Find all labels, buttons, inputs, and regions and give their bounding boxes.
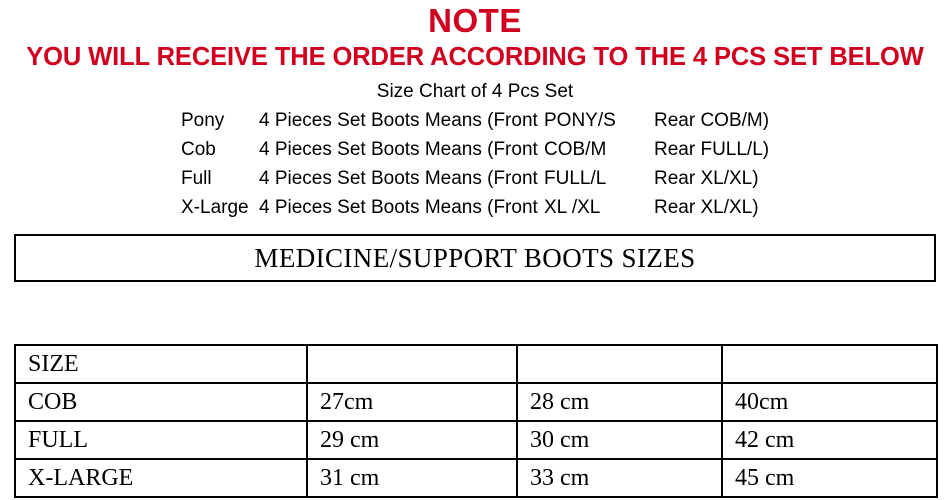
table-cell: 45 cm <box>722 459 937 497</box>
set-definition-list <box>155 106 795 222</box>
set-size-label: Full <box>181 168 212 189</box>
set-description: 4 Pieces Set Boots Means (Front <box>259 110 538 131</box>
set-front-size: FULL/L <box>544 168 607 189</box>
sizes-table <box>14 344 938 498</box>
set-size-label: X-Large <box>181 197 249 218</box>
set-rear-size: Rear FULL/L) <box>654 139 770 160</box>
set-description: 4 Pieces Set Boots Means (Front <box>259 168 538 189</box>
table-row <box>15 345 937 383</box>
table-row <box>15 383 937 421</box>
set-description: 4 Pieces Set Boots Means (Front <box>259 197 538 218</box>
list-item <box>181 135 795 164</box>
table-cell: 29 cm <box>307 421 517 459</box>
set-size-label: Pony <box>181 110 225 131</box>
list-item <box>181 106 795 135</box>
size-chart-document <box>0 2 950 500</box>
table-row <box>15 459 937 497</box>
set-rear-size: Rear XL/XL) <box>654 197 759 218</box>
section-banner-text: MEDICINE/SUPPORT BOOTS SIZES <box>254 242 696 273</box>
table-cell: 27cm <box>307 383 517 421</box>
set-front-size: PONY/S <box>544 110 616 131</box>
table-header-cell <box>722 345 937 383</box>
table-cell: 33 cm <box>517 459 722 497</box>
set-rear-size: Rear XL/XL) <box>654 168 759 189</box>
table-cell: 30 cm <box>517 421 722 459</box>
spacer <box>0 282 950 344</box>
table-cell: 42 cm <box>722 421 937 459</box>
set-size-label: Cob <box>181 139 216 160</box>
section-banner <box>14 234 936 282</box>
table-header-cell <box>307 345 517 383</box>
table-header-cell: SIZE <box>15 345 307 383</box>
set-front-size: XL /XL <box>544 197 601 218</box>
set-rear-size: Rear COB/M) <box>654 110 770 131</box>
note-subtitle: YOU WILL RECEIVE THE ORDER ACCORDING TO THE 4 PCS SET BELOW <box>26 43 924 71</box>
chart-heading: Size Chart of 4 Pcs Set <box>376 81 574 102</box>
table-row <box>15 421 937 459</box>
table-cell: 31 cm <box>307 459 517 497</box>
table-cell: FULL <box>15 421 307 459</box>
table-cell: 40cm <box>722 383 937 421</box>
table-cell: COB <box>15 383 307 421</box>
list-item <box>181 164 795 193</box>
note-title: NOTE <box>428 2 522 39</box>
table-cell: 28 cm <box>517 383 722 421</box>
table-header-cell <box>517 345 722 383</box>
set-description: 4 Pieces Set Boots Means (Front <box>259 139 538 160</box>
table-cell: X-LARGE <box>15 459 307 497</box>
set-front-size: COB/M <box>544 139 607 160</box>
list-item <box>181 193 795 222</box>
